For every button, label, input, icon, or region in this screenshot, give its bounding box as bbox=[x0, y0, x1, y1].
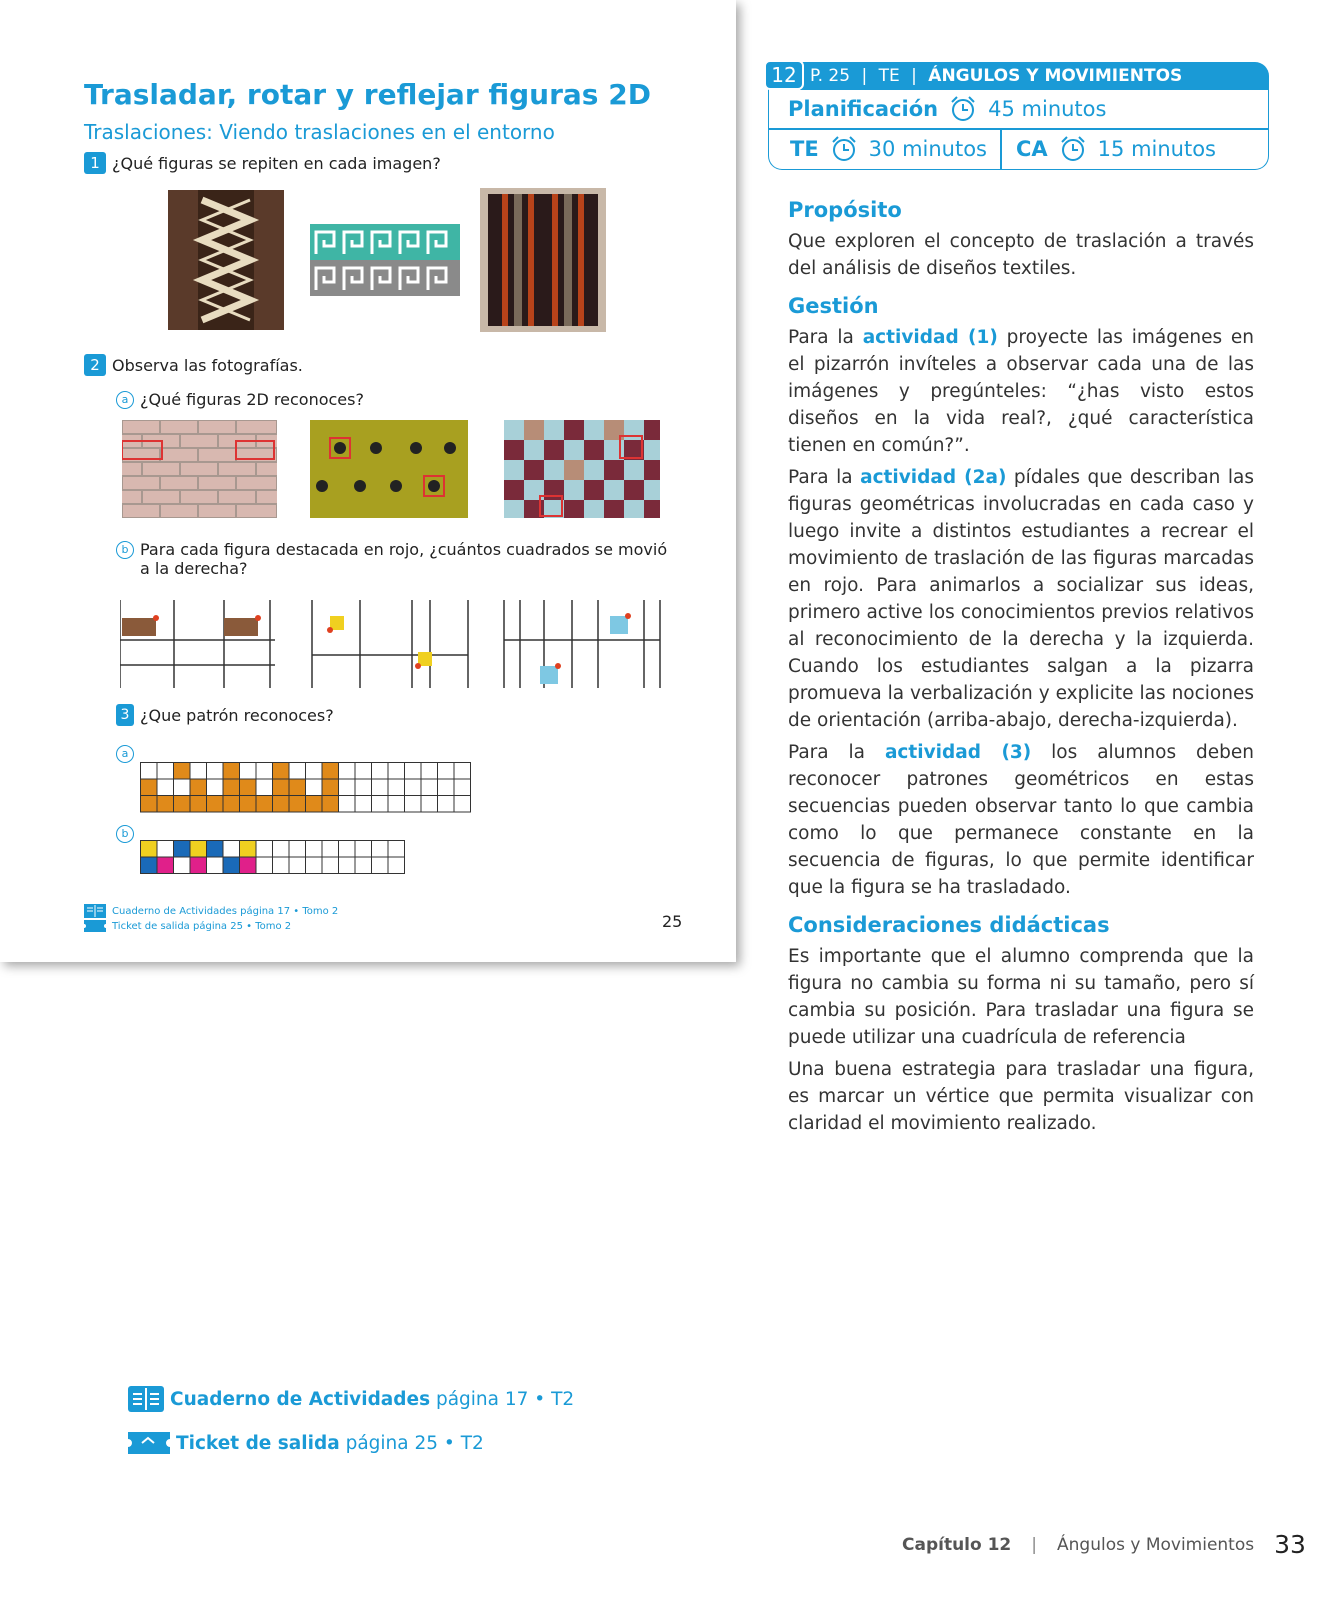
grid-cell bbox=[322, 841, 339, 858]
gestion-heading: Gestión bbox=[788, 294, 879, 318]
question-number: 2 bbox=[84, 354, 106, 376]
grid-cell bbox=[240, 779, 257, 796]
translation-grids bbox=[120, 600, 665, 688]
grid-cell bbox=[438, 796, 455, 813]
grid-cell bbox=[355, 857, 372, 874]
te-label: TE bbox=[790, 137, 819, 161]
grid-cell bbox=[190, 796, 207, 813]
grid-cell bbox=[372, 763, 389, 780]
grid-cell bbox=[421, 779, 438, 796]
grid-cell bbox=[322, 763, 339, 780]
chapter-label: Capítulo 12 bbox=[902, 1534, 1012, 1555]
te-ref: TE bbox=[878, 66, 900, 86]
ticket-icon bbox=[84, 920, 106, 932]
grid-cell bbox=[157, 763, 174, 780]
grid-cell bbox=[240, 857, 257, 874]
page-ref: P. 25 bbox=[810, 66, 851, 86]
page-number: 33 bbox=[1274, 1530, 1306, 1559]
question-text: ¿Qué figuras 2D reconoces? bbox=[140, 390, 364, 409]
grid-cell bbox=[273, 796, 290, 813]
question-3a bbox=[116, 742, 140, 763]
grid-cell bbox=[454, 796, 471, 813]
student-footer-ticket bbox=[84, 920, 291, 932]
grid-cell bbox=[157, 779, 174, 796]
pattern-grid-a bbox=[140, 762, 474, 814]
ca-time: 15 minutos bbox=[1097, 137, 1217, 161]
ticket-page: página 25 • T2 bbox=[339, 1432, 484, 1454]
grid-cell bbox=[289, 796, 306, 813]
ca-label: CA bbox=[1016, 137, 1048, 161]
alarm-clock-icon bbox=[829, 134, 859, 164]
divider bbox=[1000, 128, 1002, 170]
grid-cell bbox=[405, 779, 422, 796]
student-page-subtitle: Traslaciones: Viendo traslaciones en el entorno bbox=[84, 120, 555, 144]
ticket-label: Ticket de salida bbox=[176, 1432, 340, 1454]
question-text: ¿Qué figuras se repiten en cada imagen? bbox=[112, 153, 441, 173]
greek-key-pattern bbox=[310, 224, 460, 296]
grid-cell bbox=[174, 779, 191, 796]
ticket-icon bbox=[128, 1432, 170, 1454]
grid-cell bbox=[240, 763, 257, 780]
grid-cell bbox=[388, 841, 405, 858]
grid-cell bbox=[256, 841, 273, 858]
moon-pattern-photo bbox=[310, 420, 468, 518]
grid-cell bbox=[141, 779, 158, 796]
question-number: 3 bbox=[116, 704, 134, 726]
question-text: ¿Que patrón reconoces? bbox=[140, 705, 334, 725]
letter-badge: a bbox=[116, 745, 134, 763]
question-1 bbox=[84, 152, 441, 174]
grid-cell bbox=[388, 796, 405, 813]
grid-cell bbox=[190, 841, 207, 858]
student-page-title: Trasladar, rotar y reflejar figuras 2D bbox=[84, 78, 651, 111]
textile-photo-1 bbox=[168, 190, 284, 330]
grid-cell bbox=[355, 796, 372, 813]
grid-cell bbox=[405, 796, 422, 813]
grid-cell bbox=[339, 796, 356, 813]
grid-cell bbox=[190, 857, 207, 874]
grid-cell bbox=[273, 779, 290, 796]
question-3 bbox=[116, 704, 334, 726]
grid-cell bbox=[207, 796, 224, 813]
grid-cell bbox=[306, 779, 323, 796]
planning-label: Planificación bbox=[788, 97, 939, 121]
book-icon bbox=[128, 1386, 164, 1412]
grid-cell bbox=[289, 857, 306, 874]
student-footer-cuaderno bbox=[84, 904, 338, 918]
grid-cell bbox=[190, 763, 207, 780]
grid-cell bbox=[174, 796, 191, 813]
grid-cell bbox=[157, 796, 174, 813]
grid-cell bbox=[322, 857, 339, 874]
footer-separator: | bbox=[1031, 1534, 1037, 1555]
consideraciones-heading: Consideraciones didácticas bbox=[788, 913, 1110, 937]
grid-cell bbox=[141, 857, 158, 874]
question-2b bbox=[116, 540, 667, 578]
grid-cell bbox=[372, 796, 389, 813]
lesson-number: 12 bbox=[764, 60, 804, 90]
gestion-paragraph-3: Para la actividad (3) los alumnos deben reconocer patrones geométricos en estas secuencias pueden observar tanto lo que cambia como lo que permanece constante en la secuencia de figuras, lo que permite identificar que la figura se ha trasladado. bbox=[788, 742, 1255, 898]
grid-cell bbox=[273, 857, 290, 874]
grid-cell bbox=[339, 841, 356, 858]
grid-cell bbox=[322, 779, 339, 796]
question-text-line2: a la derecha? bbox=[140, 559, 248, 578]
grid-cell bbox=[355, 841, 372, 858]
grid-cell bbox=[157, 857, 174, 874]
alarm-clock-icon bbox=[948, 94, 978, 124]
grid-cell bbox=[223, 857, 240, 874]
grid-cell bbox=[207, 841, 224, 858]
chapter-title: Ángulos y Movimientos bbox=[1057, 1534, 1255, 1555]
grid-cell bbox=[405, 763, 422, 780]
footer-text: Ticket de salida página 25 • Tomo 2 bbox=[112, 920, 292, 932]
grid-cell bbox=[273, 763, 290, 780]
page-footer bbox=[902, 1530, 1306, 1559]
grid-cell bbox=[223, 841, 240, 858]
gestion-paragraph-2: Para la actividad (2a) pídales que describan las figuras geométricas involucradas en cada caso y luego invite a distintos estudiantes a recrear el movimiento de traslación de las figuras marcadas en rojo. Para animarlos a socializar sus ideas, primero active los conocimientos previos relativos al reconocimiento de la derecha y la izquierda. Cuando los estudiantes salgan a la pizarra promueva la verbalización y explicite las nociones de orientación (arriba-abajo, derecha-izquierda). bbox=[788, 467, 1255, 731]
grid-cell bbox=[256, 779, 273, 796]
question-number: 1 bbox=[84, 152, 106, 174]
grid-cell bbox=[240, 841, 257, 858]
te-time: 30 minutos bbox=[868, 137, 988, 161]
consideraciones-paragraph-2: Una buena estrategia para trasladar una figura, es marcar un vértice que permita visualizar con claridad el movimiento realizado. bbox=[788, 1059, 1254, 1134]
grid-cell bbox=[157, 841, 174, 858]
grid-cell bbox=[454, 763, 471, 780]
grid-cell bbox=[339, 857, 356, 874]
grid-cell bbox=[372, 779, 389, 796]
letter-badge: a bbox=[116, 391, 134, 409]
pattern-grid-b bbox=[140, 840, 406, 884]
grid-cell bbox=[223, 779, 240, 796]
textile-photo-3 bbox=[480, 188, 606, 332]
grid-cell bbox=[339, 763, 356, 780]
question-text: Observa las fotografías. bbox=[112, 355, 303, 375]
grid-cell bbox=[438, 763, 455, 780]
grid-cell bbox=[240, 796, 257, 813]
grid-cell bbox=[289, 841, 306, 858]
grid-cell bbox=[339, 779, 356, 796]
question-text-line1: Para cada figura destacada en rojo, ¿cuántos cuadrados se movió bbox=[140, 540, 668, 559]
grid-cell bbox=[207, 857, 224, 874]
grid-cell bbox=[355, 763, 372, 780]
planning-header bbox=[764, 60, 1269, 170]
cuaderno-label: Cuaderno de Actividades bbox=[170, 1388, 431, 1410]
grid-cell bbox=[306, 857, 323, 874]
grid-cell bbox=[223, 763, 240, 780]
grid-cell bbox=[438, 779, 455, 796]
book-icon bbox=[84, 904, 106, 918]
grid-cell bbox=[141, 763, 158, 780]
brick-wall-photo bbox=[122, 420, 277, 518]
grid-cell bbox=[207, 779, 224, 796]
cuaderno-page: página 17 • T2 bbox=[430, 1388, 575, 1410]
grid-cell bbox=[141, 796, 158, 813]
footer-text: Cuaderno de Actividades página 17 • Tomo 2 bbox=[112, 905, 339, 917]
question-2 bbox=[84, 354, 303, 376]
grid-cell bbox=[256, 796, 273, 813]
grid-cell bbox=[273, 841, 290, 858]
grid-cell bbox=[454, 779, 471, 796]
question-3b bbox=[116, 822, 140, 843]
grid-cell bbox=[174, 841, 191, 858]
consideraciones-paragraph-1: Es importante que el alumno comprenda que la figura no cambia su forma ni su tamaño, pero sí cambia su posición. Para trasladar una figura se puede utilizar una cuadrícula de referencia bbox=[788, 946, 1254, 1048]
grid-cell bbox=[174, 857, 191, 874]
grid-cell bbox=[256, 763, 273, 780]
grid-cell bbox=[355, 779, 372, 796]
proposito-text: Que exploren el concepto de traslación a través del análisis de diseños textiles. bbox=[788, 231, 1254, 279]
grid-cell bbox=[256, 857, 273, 874]
grid-cell bbox=[306, 763, 323, 780]
alarm-clock-icon bbox=[1058, 134, 1088, 164]
grid-cell bbox=[223, 796, 240, 813]
grid-cell bbox=[174, 763, 191, 780]
grid-cell bbox=[388, 857, 405, 874]
grid-cell bbox=[190, 779, 207, 796]
resource-ticket[interactable] bbox=[128, 1432, 484, 1454]
grid-cell bbox=[207, 763, 224, 780]
proposito-heading: Propósito bbox=[788, 198, 902, 222]
resource-cuaderno[interactable] bbox=[128, 1386, 574, 1412]
grid-cell bbox=[306, 841, 323, 858]
grid-cell bbox=[388, 779, 405, 796]
question-2a bbox=[116, 390, 364, 409]
grid-cell bbox=[421, 796, 438, 813]
te-time-cell bbox=[790, 134, 987, 164]
teacher-guide-column bbox=[788, 198, 1254, 1142]
student-page-thumbnail bbox=[0, 0, 736, 962]
letter-badge: b bbox=[116, 825, 134, 843]
letter-badge: b bbox=[116, 541, 134, 559]
grid-cell bbox=[372, 841, 389, 858]
student-page-number: 25 bbox=[662, 912, 683, 931]
planning-row bbox=[788, 94, 1106, 124]
grid-cell bbox=[322, 796, 339, 813]
planning-bar: P. 25 | TE | ÁNGULOS Y MOVIMIENTOS bbox=[800, 62, 1269, 90]
planning-time: 45 minutos bbox=[988, 97, 1107, 121]
gestion-paragraph-1: Para la actividad (1) proyecte las imágenes en el pizarrón invíteles a observar cada una de las imágenes y pregúnteles: “¿has visto estos diseños en la vida real?, ¿qué característica tienen en común?”. bbox=[788, 327, 1255, 456]
grid-cell bbox=[421, 763, 438, 780]
grid-cell bbox=[289, 763, 306, 780]
ca-time-cell bbox=[1016, 134, 1216, 164]
grid-cell bbox=[306, 796, 323, 813]
grid-cell bbox=[388, 763, 405, 780]
grid-cell bbox=[372, 857, 389, 874]
grid-cell bbox=[289, 779, 306, 796]
topic: ÁNGULOS Y MOVIMIENTOS bbox=[928, 66, 1183, 86]
grid-cell bbox=[141, 841, 158, 858]
divider bbox=[768, 128, 1269, 130]
checker-pattern-photo bbox=[504, 420, 660, 518]
